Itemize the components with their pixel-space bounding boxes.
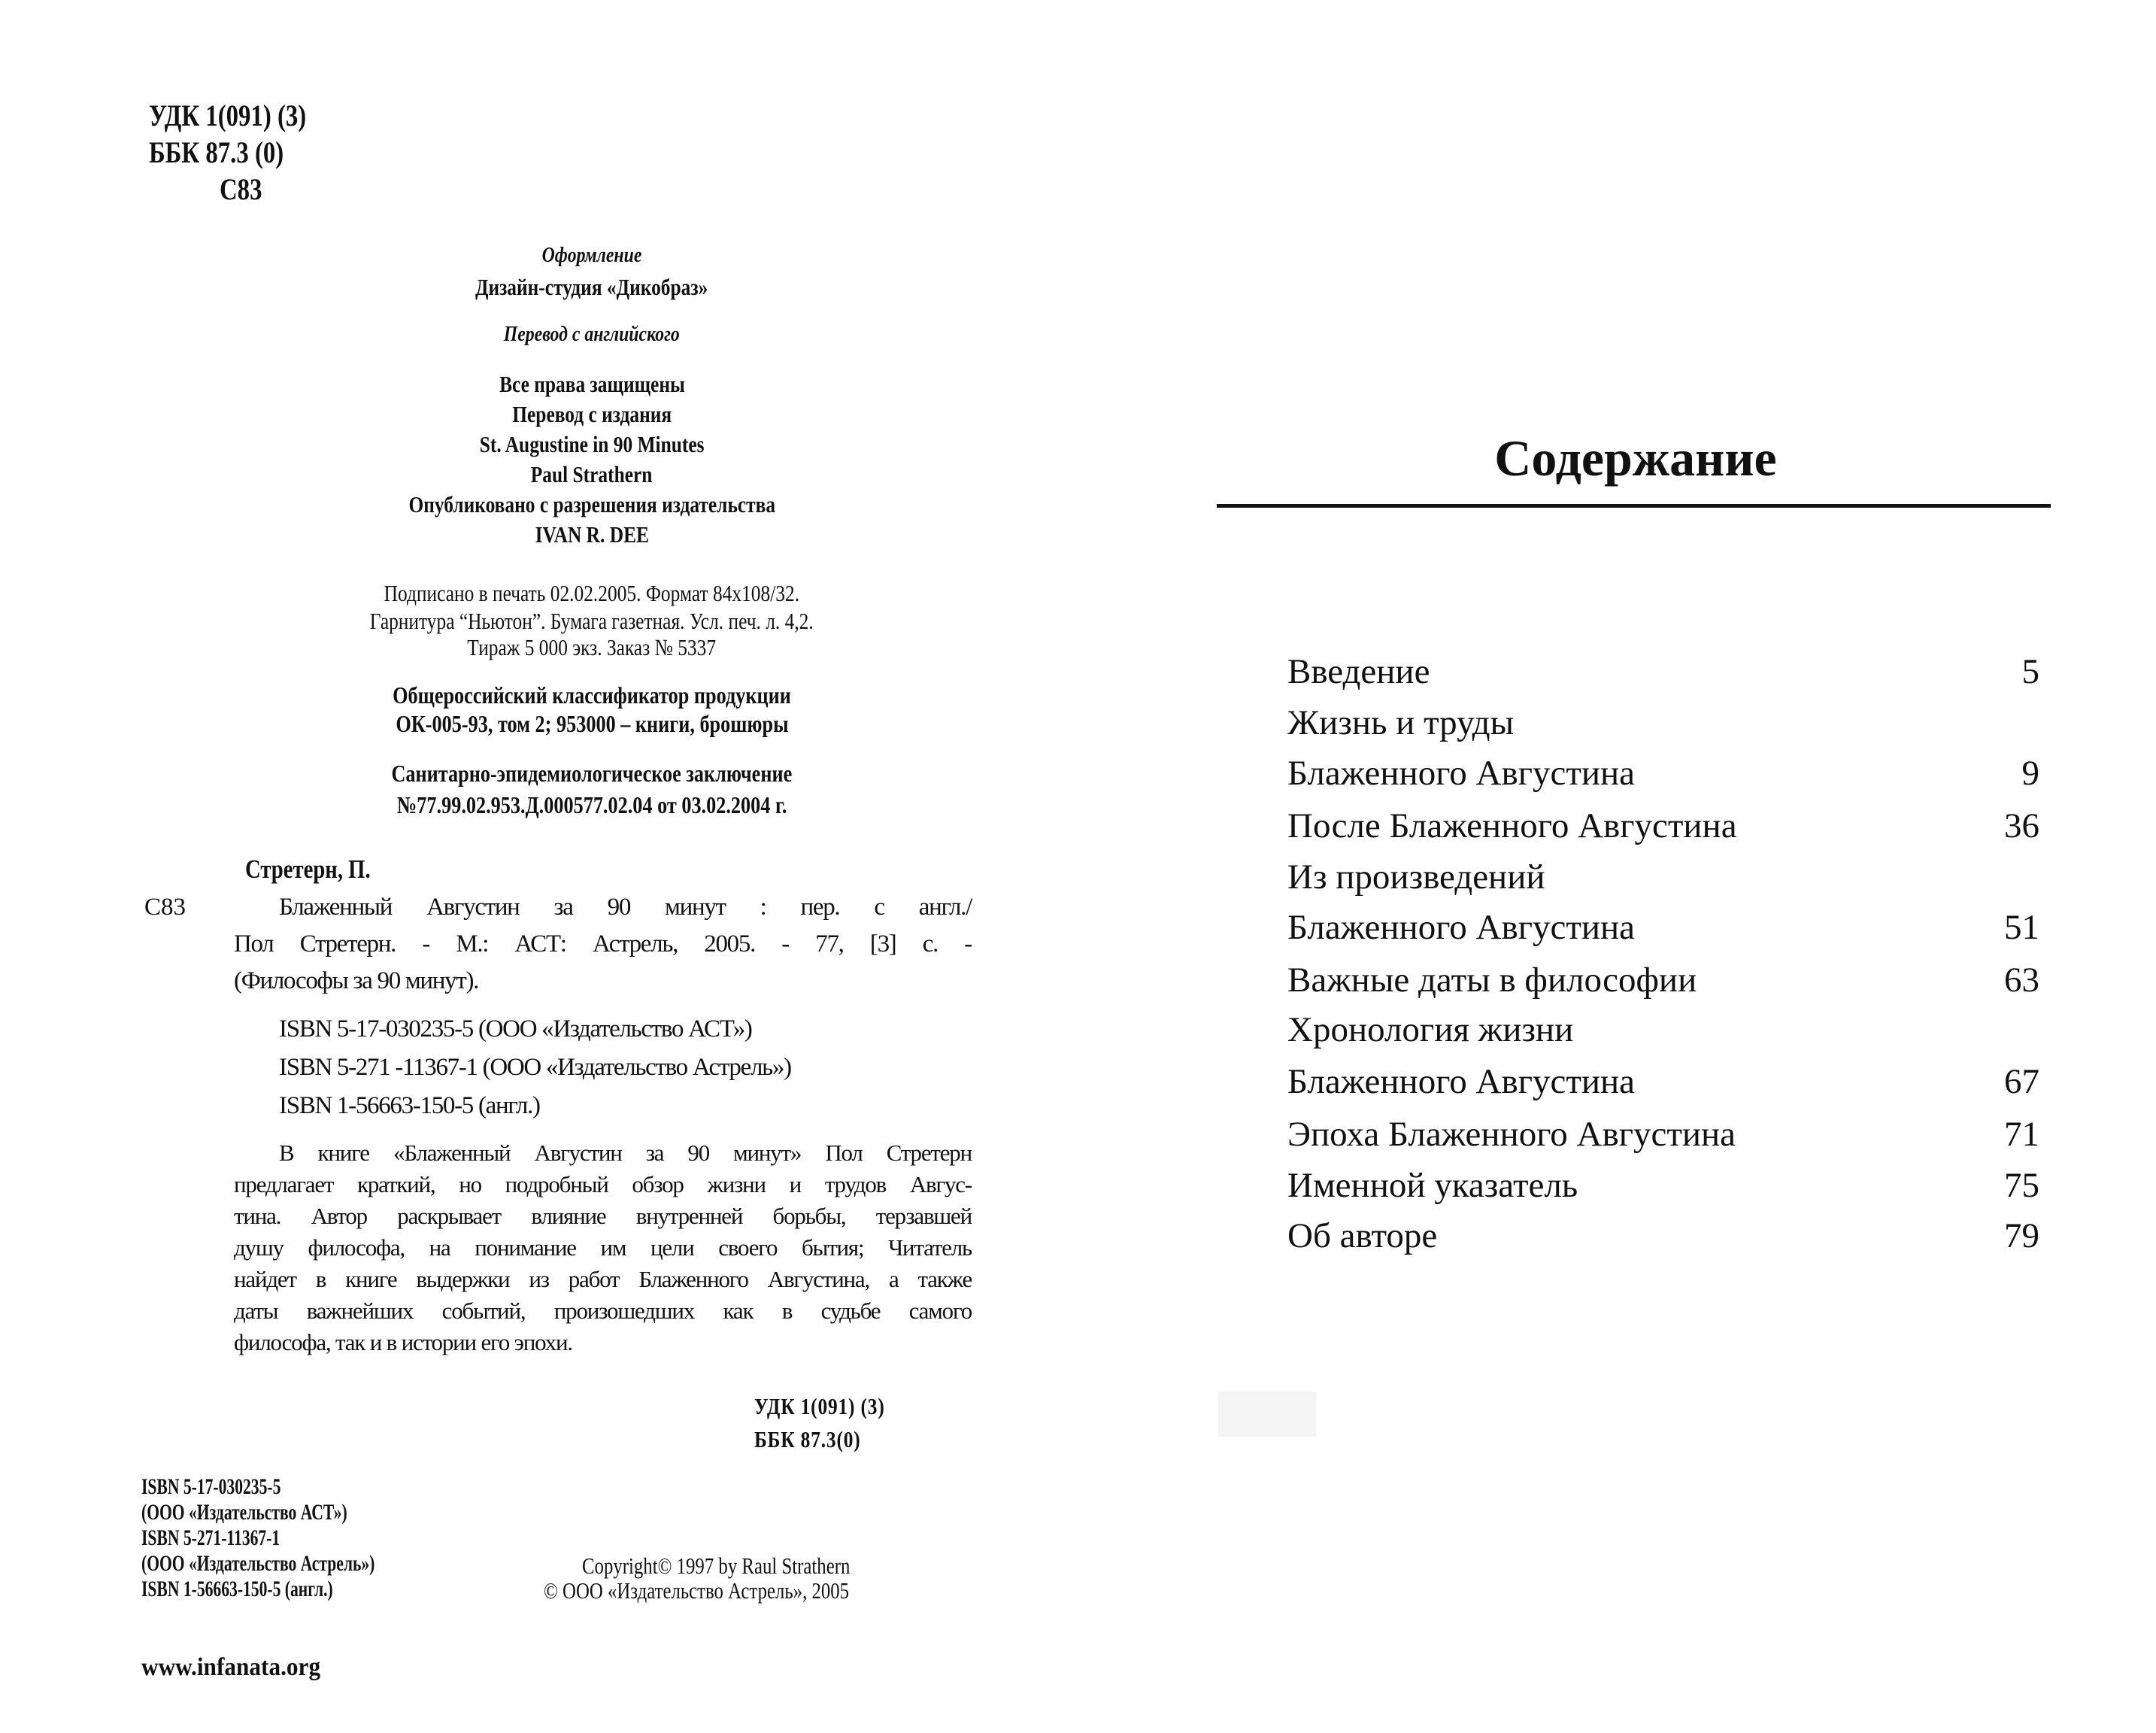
author-sign-text: С83: [220, 172, 262, 206]
sanitary-text: №77.99.02.953.Д.000577.02.04 от 03.02.2004 г.: [396, 791, 787, 818]
print-info-text: Гарнитура “Ньютон”. Бумага газетная. Усл. печ. л. 4,2.: [370, 608, 814, 634]
classifier-line: [291, 683, 893, 707]
toc-entry-title: Именной указатель: [1287, 1166, 1578, 1205]
abstract-line: тина. Автор раскрывает влияние внутренней борьбы, терзавшей: [234, 1203, 972, 1229]
copyright-text: Copyright© 1997 by Raul Strathern: [582, 1552, 851, 1579]
original-publisher: [291, 523, 893, 546]
toc-entry-title: Из произведений: [1287, 857, 1545, 897]
original-title: [291, 432, 893, 456]
catalog-udk: [754, 1395, 914, 1418]
sanitary-text: Санитарно-эпидемиологическое заключение: [391, 760, 793, 787]
toc-entry-page: 63: [2004, 961, 2039, 1000]
abstract-line: найдет в книге выдержки из работ Блаженного Августина, а также: [234, 1266, 972, 1292]
isbn-block-text: ISBN 5-271-11367-1: [141, 1525, 280, 1550]
toc-entry-title: Хронология жизни: [1287, 1010, 1574, 1049]
abstract-line: философа, так и в истории его эпохи.: [234, 1329, 572, 1355]
udk-text: УДК 1(091) (3): [149, 99, 307, 132]
sanitary-line: [291, 761, 893, 785]
isbn-block-line: [141, 1476, 335, 1498]
toc-entry: [1287, 756, 2039, 794]
rights-line: [291, 372, 893, 396]
isbn-line: ISBN 1-56663-150-5 (англ.): [279, 1092, 540, 1119]
website-text: www.infanata.org: [141, 1653, 321, 1681]
classifier-line: [291, 712, 893, 736]
catalog-bbk-text: ББК 87.3(0): [754, 1426, 861, 1452]
toc-entry: [1287, 806, 2039, 846]
bib-line: (Философы за 90 минут).: [234, 967, 479, 994]
scan-noise: [1218, 1392, 1316, 1437]
print-info-text: Тираж 5 000 экз. Заказ № 5337: [467, 634, 717, 660]
design-label-text: Оформление: [541, 243, 642, 267]
catalog-code: С83: [144, 894, 186, 921]
rights-line-text: Все права защищены: [499, 371, 685, 397]
toc-entry-page: 51: [2004, 908, 2039, 947]
toc-entry-page: 75: [2004, 1166, 2039, 1205]
design-studio: [291, 275, 893, 299]
toc-entry: [1287, 1117, 2039, 1155]
website-link[interactable]: [141, 1655, 336, 1680]
classifier-text: Общероссийский классификатор продукции: [393, 681, 791, 709]
toc-entry-title: Важные даты в философии: [1287, 961, 1697, 1000]
isbn-block-line: [141, 1578, 408, 1601]
catalog-author-text: Стретерн, П.: [245, 854, 371, 884]
toc-entry: [1287, 910, 2039, 948]
toc-entry: [1287, 703, 2039, 743]
toc-entry-title: Блаженного Августина: [1287, 754, 1636, 793]
toc-entry: [1287, 1064, 2039, 1102]
toc-entry-title: Эпоха Блаженного Августина: [1287, 1115, 1736, 1154]
print-info-text: Подписано в печать 02.02.2005. Формат 84x108/32.: [384, 580, 800, 606]
isbn-block-text: (ООО «Издательство АСТ»): [141, 1500, 347, 1525]
original-title-text: St. Augustine in 90 Minutes: [479, 431, 705, 457]
isbn-block-text: ISBN 5-17-030235-5: [141, 1474, 281, 1499]
abstract-line: душу философа, на понимание им цели своего бытия; Читатель: [234, 1234, 972, 1261]
isbn-line: ISBN 5-271 -11367-1 (ООО «Издательство Астрель»): [279, 1054, 791, 1081]
isbn-block-line: [141, 1501, 427, 1524]
copyright-line: [582, 1554, 917, 1577]
print-info-line: [291, 581, 893, 605]
abstract-line: даты важнейших событий, произошедших как в судьбе самого: [234, 1297, 972, 1324]
abstract-line: предлагает краткий, но подробный обзор жизни и трудов Авгус-: [234, 1171, 972, 1197]
original-publisher-text: IVAN R. DEE: [535, 521, 649, 548]
toc-entry-page: 5: [2021, 652, 2039, 691]
author-sign-code: [220, 172, 271, 206]
print-info-line: [291, 609, 893, 633]
toc-entry: [1287, 1216, 2039, 1256]
toc-entry-title: Блаженного Августина: [1287, 908, 1636, 947]
translation-label: [291, 323, 893, 345]
toc-entry-title: Об авторе: [1287, 1216, 1438, 1255]
bib-line: Блаженный Августин за 90 минут : пер. с англ./: [279, 894, 972, 921]
print-info-line: [291, 636, 893, 659]
design-label: [291, 244, 893, 266]
toc-entry-title: После Блаженного Августина: [1287, 806, 1737, 845]
design-studio-text: Дизайн-студия «Дикобраз»: [475, 274, 708, 300]
toc-entry: [1287, 1168, 2039, 1206]
contents-title: Содержание: [1494, 429, 1777, 487]
toc-entry-title: Жизнь и труды: [1287, 703, 1515, 742]
rights-line-text: Перевод с издания: [512, 401, 672, 427]
classifier-text: ОК-005-93, том 2; 953000 – книги, брошюры: [395, 710, 789, 737]
toc-entry-page: 71: [2004, 1115, 2039, 1154]
toc-entry-title: Блаженного Августина: [1287, 1062, 1636, 1101]
toc-entry-page: 67: [2004, 1062, 2039, 1101]
copyright-text: © ООО «Издательство Астрель», 2005: [544, 1577, 850, 1604]
original-author: [291, 463, 893, 486]
isbn-block-text: ISBN 1-56663-150-5 (англ.): [141, 1577, 333, 1601]
isbn-block-line: [141, 1527, 334, 1549]
rights-line-text: Опубликовано с разрешения издательства: [408, 491, 775, 517]
toc-entry-page: 9: [2021, 754, 2039, 793]
bbk-code: [149, 135, 314, 169]
toc-entry: [1287, 963, 2039, 1000]
rights-line: [291, 493, 893, 516]
title-rule: [1217, 504, 2051, 508]
isbn-line: ISBN 5-17-030235-5 (ООО «Издательство АСТ»): [279, 1015, 752, 1043]
catalog-author: [245, 856, 398, 882]
bbk-text: ББК 87.3 (0): [149, 135, 284, 169]
translation-label-text: Перевод с английского: [503, 322, 681, 346]
toc-entry: [1287, 654, 2039, 692]
isbn-block-text: (ООО «Издательство Астрель»): [141, 1551, 375, 1576]
copyright-line: [544, 1579, 926, 1602]
catalog-udk-text: УДК 1(091) (3): [754, 1393, 885, 1419]
toc-entry-page: 79: [2004, 1216, 2039, 1255]
udk-code: [149, 101, 341, 131]
abstract-line: В книге «Блаженный Августин за 90 минут» Пол Стретерн: [279, 1140, 972, 1166]
isbn-block-line: [141, 1552, 465, 1575]
bib-line: Пол Стретерн. - М.: АСТ: Астрель, 2005. - 77, [3] с. -: [234, 930, 972, 958]
rights-line: [291, 402, 893, 426]
toc-entry: [1287, 857, 2039, 897]
toc-entry-title: Введение: [1287, 652, 1430, 691]
toc-entry-page: 36: [2004, 806, 2039, 845]
toc-entry: [1287, 1012, 2039, 1050]
catalog-bbk: [754, 1428, 884, 1451]
sanitary-line: [291, 793, 893, 817]
original-author-text: Paul Strathern: [531, 461, 653, 487]
